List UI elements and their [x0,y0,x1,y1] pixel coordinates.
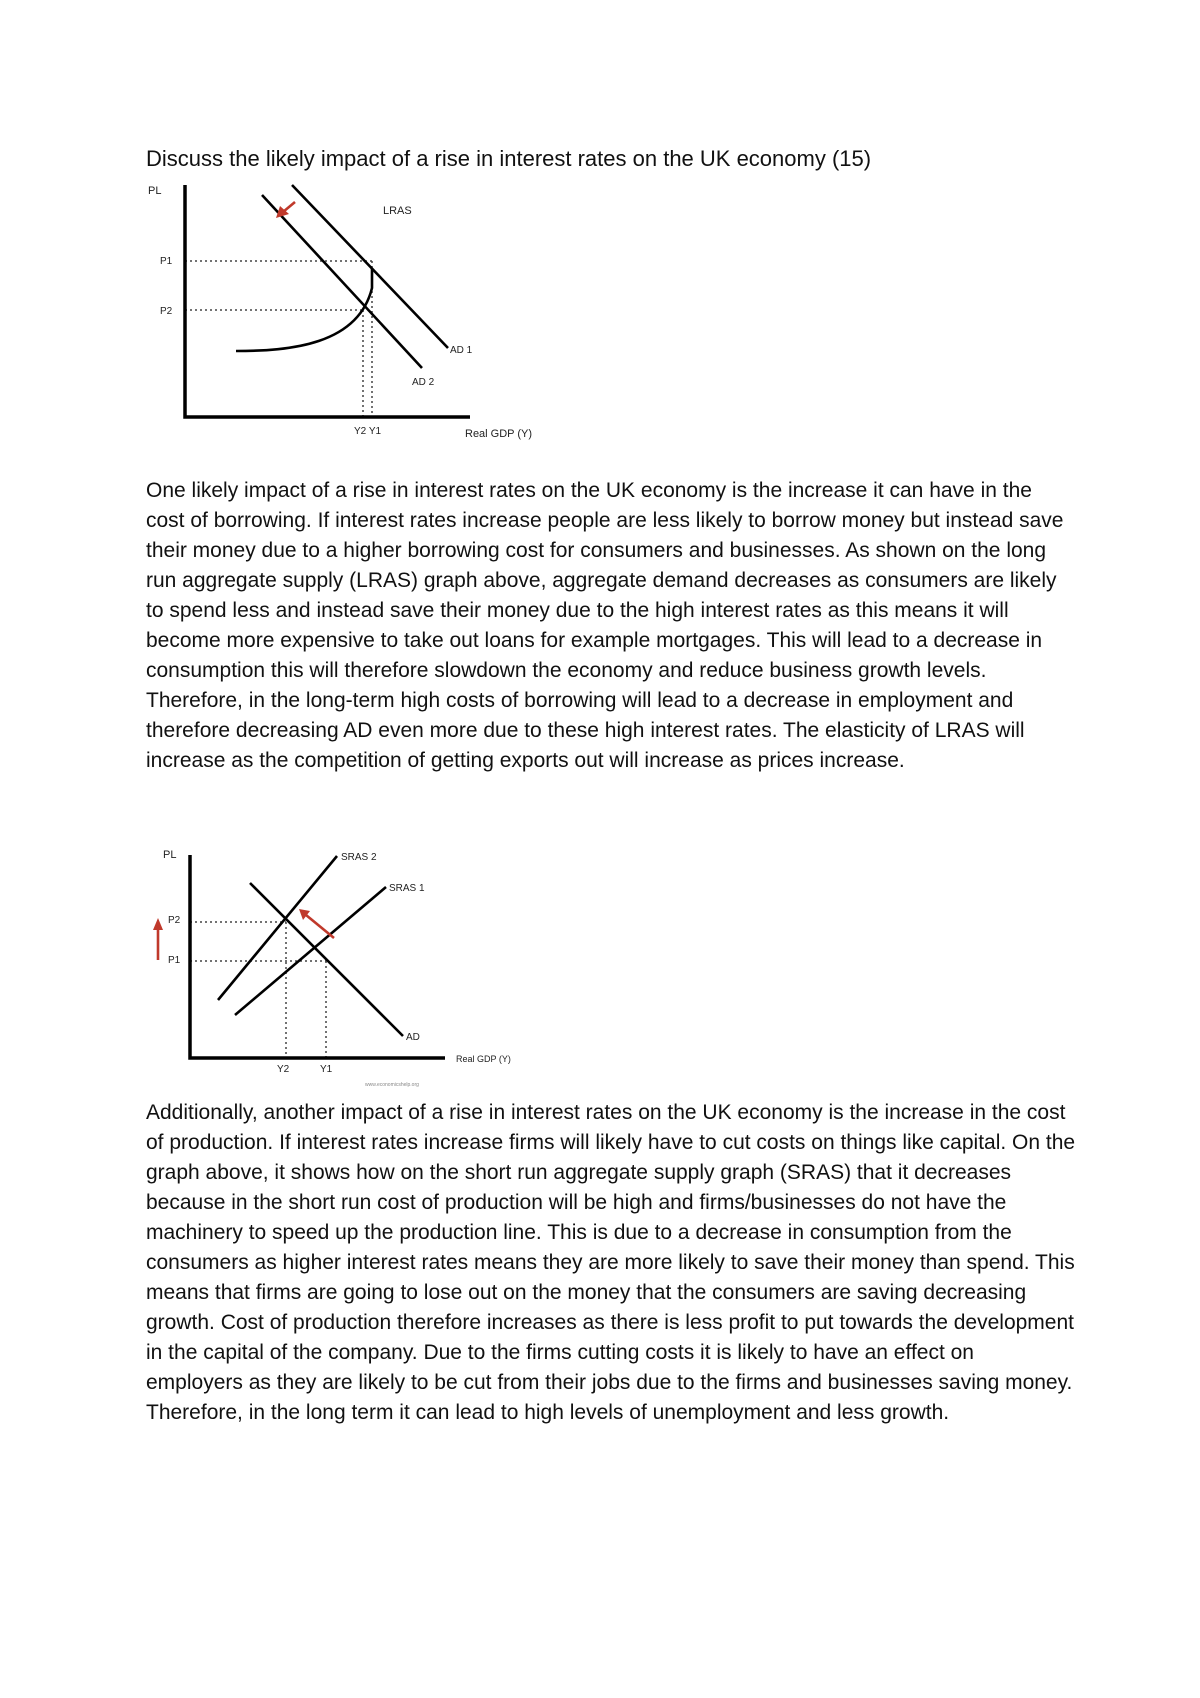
price-label-p2: P2 [168,915,181,926]
output-label-y2: Y2 [277,1064,290,1075]
question-heading: Discuss the likely impact of a rise in interest rates on the UK economy (15) [146,146,872,171]
y-axis-label: PL [148,185,162,197]
ad2-curve [262,195,422,368]
y-axis-label: PL [163,849,177,861]
sras-shift-arrow [306,915,334,938]
x-axis-label: Real GDP (Y) [465,428,533,440]
sras-ad-diagram [140,840,560,1095]
lras-label: LRAS [383,205,412,217]
ad-curve [250,883,403,1036]
ad2-label: AD 2 [412,377,435,388]
ad1-label: AD 1 [450,345,473,356]
watermark: www.economicshelp.org [365,1082,419,1088]
price-label-p1: P1 [168,955,181,966]
sras2-label: SRAS 2 [341,852,377,863]
paragraph-production-cost: Additionally, another impact of a rise in interest rates on the UK economy is the increase in the cost of production. If interest rates increase firms will likely have to cut costs on things like capital. On the graph above, it shows how on the short run aggregate supply graph (SRAS) that it decreases because in the short run cost of production will be high and firms/businesses do not have the machinery to speed up the production line. This is due to a decrease in consumption from the consumers as higher interest rates means they are more likely to save their money than spend. This means that firms are going to lose out on the money that the consumers are saving decreasing growth. Cost of production therefore increases as there is less profit to put towards the development in the capital of the company. Due to the firms cutting costs it is likely to have an effect on employers as they are likely to be cut from their jobs due to the firms and businesses saving money. Therefore, in the long term it can lead to high levels of unemployment and less growth. [146,1101,1076,1424]
ad-label: AD [406,1032,420,1043]
paragraph-borrowing: One likely impact of a rise in interest rates on the UK economy is the increase it can have in the cost of borrowing. If interest rates increase people are less likely to borrow money but instead save their money due to a higher borrowing cost for consumers and businesses. As shown on the long run aggregate supply (LRAS) graph above, aggregate demand decreases as consumers are likely to spend less and instead save their money due to the high interest rates as this means it will become more expensive to take out loans for example mortgages. This will lead to a decrease in consumption this will therefore slowdown the economy and reduce business growth levels. Therefore, in the long-term high costs of borrowing will lead to a decrease in employment and therefore decreasing AD even more due to these high interest rates. The elasticity of LRAS will increase as the competition of getting exports out will increase as prices increase. [146,479,1064,772]
output-labels: Y2 Y1 [354,426,382,437]
x-axis-label: Real GDP (Y) [456,1054,511,1064]
lras-ad-diagram [140,180,560,445]
sras1-label: SRAS 1 [389,883,425,894]
price-label-p2: P2 [160,306,173,317]
ad1-curve [292,185,448,348]
price-rise-arrowhead [153,918,163,930]
output-label-y1: Y1 [320,1064,333,1075]
price-label-p1: P1 [160,256,173,267]
